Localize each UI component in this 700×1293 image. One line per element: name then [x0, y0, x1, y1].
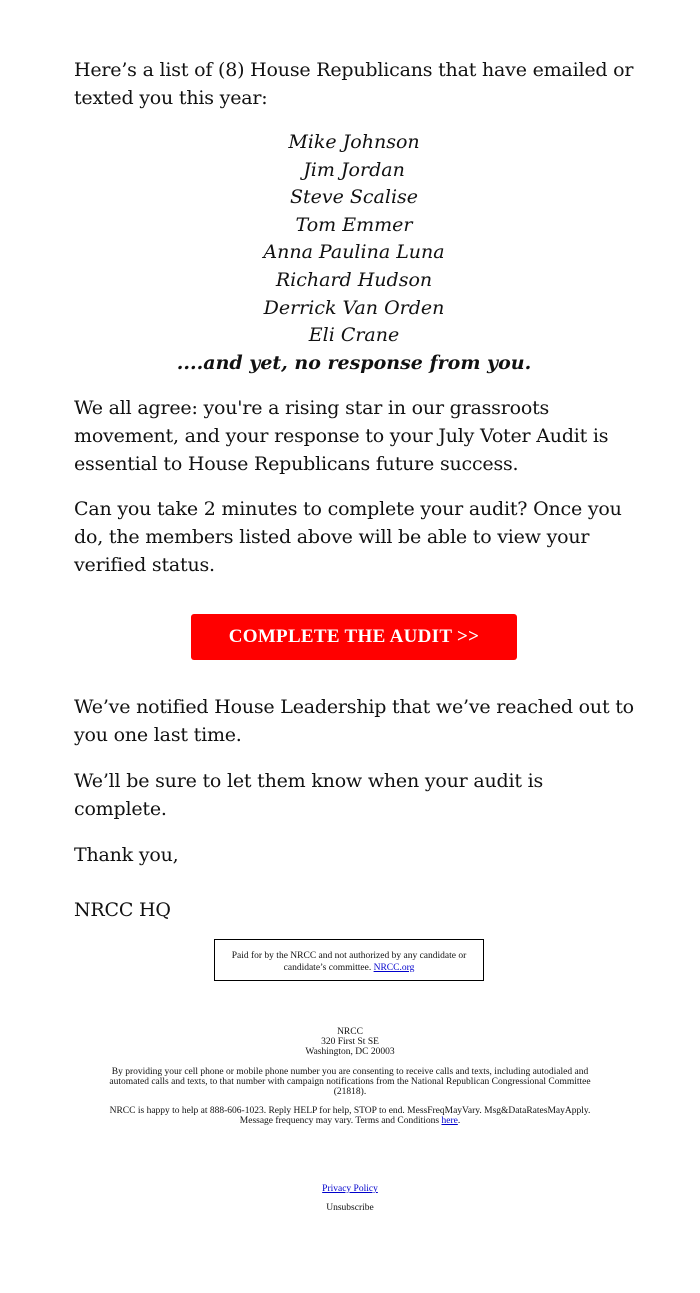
let-them-know-paragraph: We’ll be sure to let them know when your audit is complete. [74, 770, 544, 821]
email-body [74, 56, 634, 924]
cta-container [74, 614, 634, 660]
tagline-text: ....and yet, no response from you. [176, 351, 532, 374]
name-item: Steve Scalise [289, 186, 419, 209]
republican-names-list [74, 129, 634, 350]
address-org: NRCC [337, 1027, 363, 1037]
signature-text: NRCC HQ [74, 899, 171, 922]
name-item: Mike Johnson [288, 131, 420, 153]
closing-text: Thank you, [74, 844, 179, 867]
privacy-policy-link[interactable]: Privacy Policy [322, 1184, 378, 1194]
name-item: Tom Emmer [295, 213, 413, 236]
unsubscribe-link[interactable]: Unsubscribe [326, 1203, 374, 1213]
name-item: Derrick Van Orden [263, 296, 445, 319]
name-item: Jim Jordan [303, 158, 405, 181]
name-item: Eli Crane [308, 324, 400, 347]
unsubscribe-block [95, 1203, 605, 1213]
name-item: Anna Paulina Luna [263, 241, 445, 264]
help-text-block: NRCC is happy to help at 888-606-1023. Reply HELP for help, STOP to end. MessFreqMayVary. Msg&DataRatesMayApply. Message frequency may vary. Terms and Conditions here. [109, 1106, 591, 1126]
audit-request-paragraph: Can you take 2 minutes to complete your audit? Once you do, the members listed above will be able to view your verified status. [74, 498, 622, 577]
footer-address [95, 1027, 605, 1057]
notified-paragraph: We’ve notified House Leadership that we’ve reached out to you one last time. [74, 696, 634, 747]
name-item: Richard Hudson [275, 268, 433, 291]
terms-here-link[interactable]: here [441, 1116, 458, 1126]
address-street: 320 First St SE [321, 1037, 379, 1047]
privacy-block [95, 1184, 605, 1194]
consent-text [95, 1067, 605, 1097]
intro-text: Here’s a list of (8) House Republicans that have emailed or texted you this year: [74, 59, 634, 109]
rising-star-paragraph: We all agree: you're a rising star in our grassroots movement, and your response to your July Voter Audit is essential to House Republicans future success. [74, 397, 609, 476]
consent-paragraph: By providing your cell phone or mobile phone number you are consenting to receive calls and texts, including autodialed and automated calls and texts, to that number with campaign notifications from the National Republican Congressional Committee (21818). [109, 1067, 591, 1097]
help-text: NRCC is happy to help at 888-606-1023. Reply HELP for help, STOP to end. MessFreqMayVary. Msg&DataRatesMayApply. Message frequency may vary. Terms and Conditions [109, 1106, 591, 1126]
nrcc-org-link[interactable]: NRCC.org [373, 963, 415, 973]
paid-for-disclaimer [214, 939, 484, 981]
address-city: Washington, DC 20003 [305, 1047, 395, 1057]
disclaimer-text: Paid for by the NRCC and not authorized by any candidate or candidate’s committee. [231, 951, 467, 973]
complete-audit-button[interactable]: COMPLETE THE AUDIT >> [191, 614, 517, 660]
